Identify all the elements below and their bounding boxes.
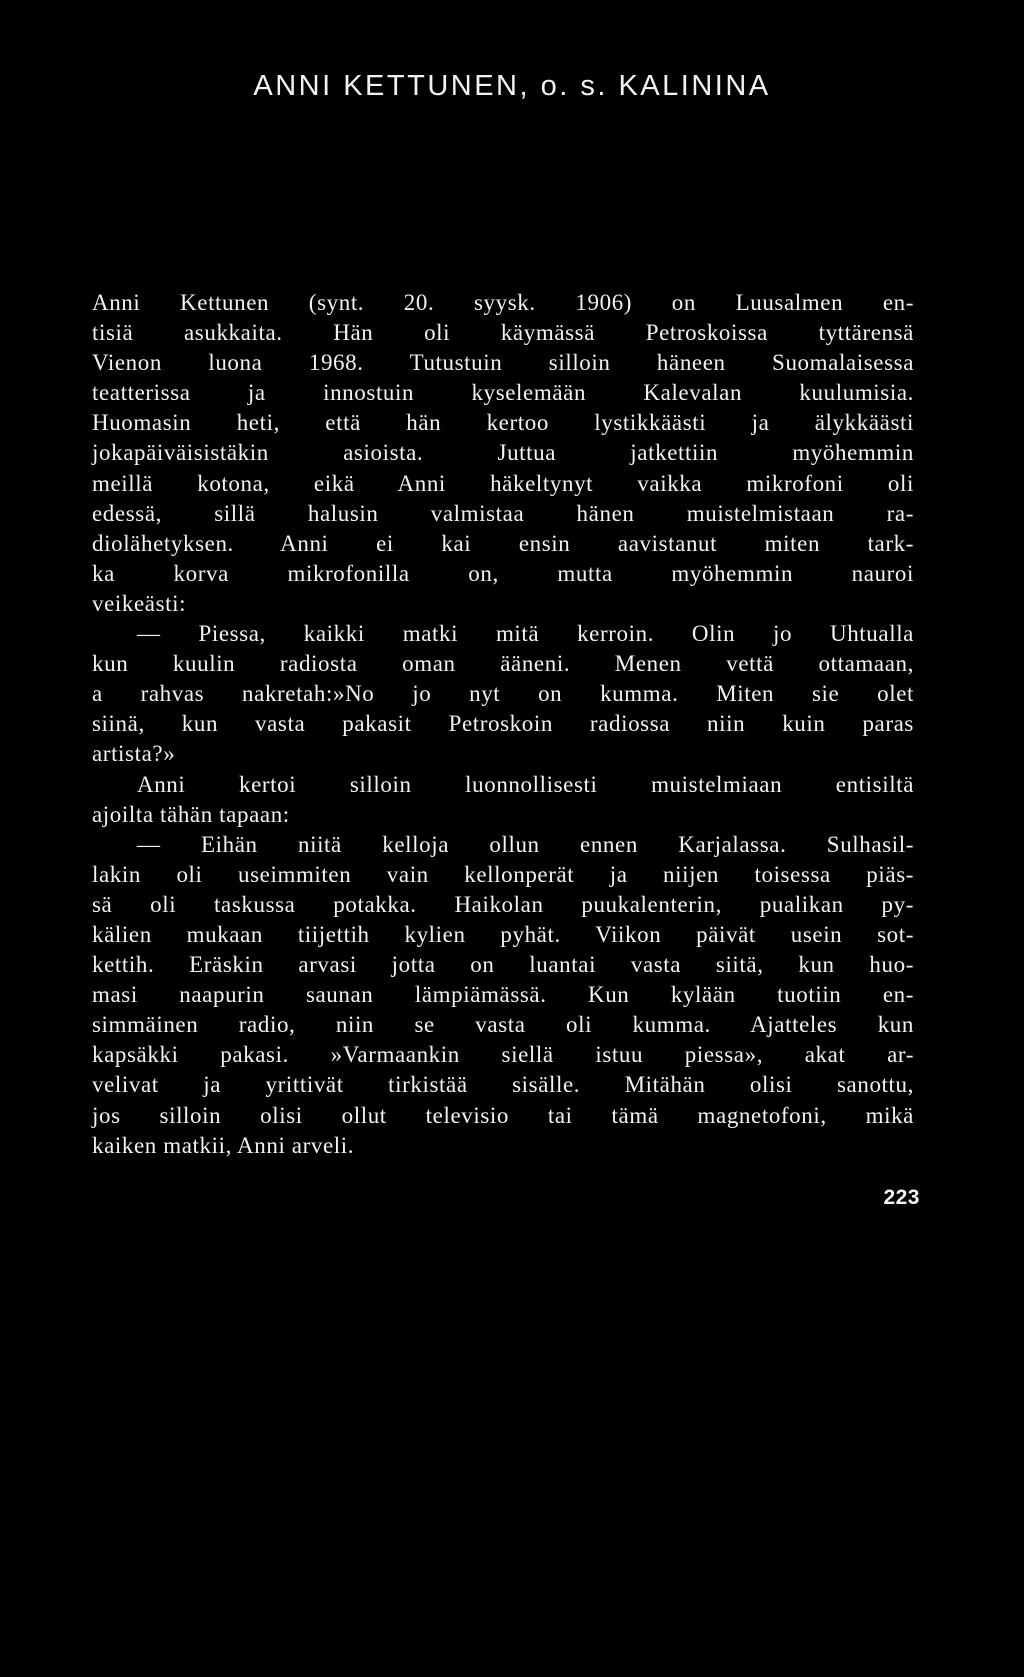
text-line: kälien mukaan tiijettih kylien pyhät. Viikon päivät usein sot- bbox=[92, 921, 914, 947]
text-line: kaiken matkii, Anni arveli. bbox=[92, 1132, 355, 1158]
text-line: masi naapurin saunan lämpiämässä. Kun kylään tuotiin en- bbox=[92, 982, 914, 1008]
text-line: jos silloin olisi ollut televisio tai tämä magnetofoni, mikä bbox=[92, 1102, 914, 1128]
text-line: Huomasin heti, että hän kertoo lystikkäästi ja älykkäästi bbox=[92, 410, 914, 436]
text-line: Anni Kettunen (synt. 20. syysk. 1906) on Luusalmen en- bbox=[92, 290, 914, 315]
text-line: ka korva mikrofonilla on, mutta myöhemmin nauroi bbox=[92, 560, 914, 586]
text-line: tisiä asukkaita. Hän oli käymässä Petroskoissa tyttärensä bbox=[92, 320, 914, 346]
body-text bbox=[92, 288, 914, 1161]
text-line: siinä, kun vasta pakasit Petroskoin radiossa niin kuin paras bbox=[92, 711, 914, 737]
text-line: veikeästi: bbox=[92, 590, 187, 616]
text-line: jokapäiväisistäkin asioista. Juttua jatkettiin myöhemmin bbox=[92, 440, 914, 466]
text-line: sä oli taskussa potakka. Haikolan puukalenterin, pualikan py- bbox=[92, 891, 914, 917]
text-line: Anni kertoi silloin luonnollisesti muistelmiaan entisiltä bbox=[137, 771, 914, 797]
page-heading: ANNI KETTUNEN, o. s. KALININA bbox=[253, 70, 771, 102]
text-line: ajoilta tähän tapaan: bbox=[92, 801, 290, 827]
text-line: kun kuulin radiosta oman ääneni. Menen vettä ottamaan, bbox=[92, 651, 914, 677]
text-line: — Eihän niitä kelloja ollun ennen Karjalassa. Sulhasil- bbox=[137, 831, 914, 857]
text-line: edessä, sillä halusin valmistaa hänen muistelmistaan ra- bbox=[92, 500, 914, 526]
text-line: a rahvas nakretah:»No jo nyt on kumma. Miten sie olet bbox=[92, 681, 914, 707]
text-line: teatterissa ja innostuin kyselemään Kalevalan kuulumisia. bbox=[92, 380, 914, 406]
text-line: velivat ja yrittivät tirkistää sisälle. Mitähän olisi sanottu, bbox=[92, 1072, 914, 1098]
text-line: artista?» bbox=[92, 741, 176, 767]
text-line: Vienon luona 1968. Tutustuin silloin häneen Suomalaisessa bbox=[92, 350, 914, 376]
text-line: lakin oli useimmiten vain kellonperät ja niijen toisessa piäs- bbox=[92, 861, 914, 887]
text-line: meillä kotona, eikä Anni häkeltynyt vaikka mikrofoni oli bbox=[92, 470, 914, 496]
text-line: simmäinen radio, niin se vasta oli kumma. Ajatteles kun bbox=[92, 1012, 914, 1038]
text-line: — Piessa, kaikki matki mitä kerroin. Olin jo Uhtualla bbox=[137, 621, 914, 647]
text-line: kapsäkki pakasi. »Varmaankin siellä istuu piessa», akat ar- bbox=[92, 1042, 914, 1068]
text-line: diolähetyksen. Anni ei kai ensin aavistanut miten tark- bbox=[92, 530, 914, 556]
page-number: 223 bbox=[883, 1186, 920, 1209]
text-line: kettih. Eräskin arvasi jotta on luantai vasta siitä, kun huo- bbox=[92, 952, 914, 978]
